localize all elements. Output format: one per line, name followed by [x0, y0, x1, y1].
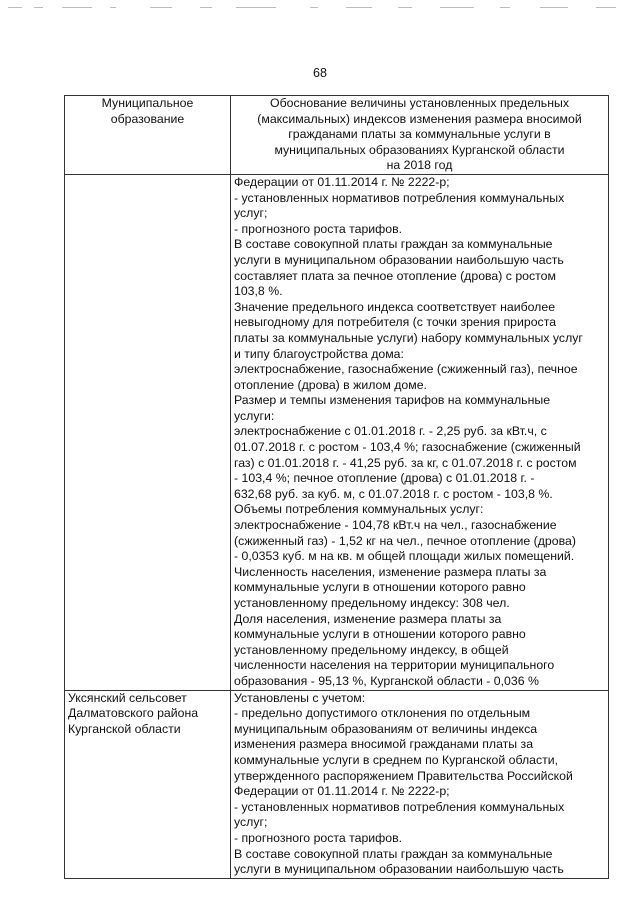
text-line: численности населения на территории муниципального: [234, 658, 555, 673]
text-line: утвержденного распоряжением Правительства Российской: [234, 768, 573, 783]
table-header-row: [65, 96, 609, 175]
text-line: - 103,4 %; печное отопление (дрова) с 01.01.2018 г. -: [234, 471, 535, 486]
text-line: образования - 95,13 %, Курганской области - 0,036 %: [234, 673, 539, 688]
header-line: муниципальных образованиях Курганской области: [274, 142, 565, 157]
text-line: услуг;: [234, 206, 268, 221]
justification-cell: [231, 174, 609, 690]
text-line: муниципальным образованиям от величины индекса: [234, 721, 538, 736]
text-line: коммунальные услуги в отношении которого равно: [234, 580, 526, 595]
text-line: 632,68 руб. за куб. м, с 01.07.2018 г. с ростом - 103,8 %.: [234, 486, 553, 501]
text-line: электроснабжение с 01.01.2018 г. - 2,25 руб. за кВт.ч, с: [234, 424, 547, 439]
header-line: на 2018 год: [386, 158, 453, 173]
text-line: составляет плата за печное отопление (дрова) с ростом: [234, 268, 556, 283]
text-line: услуги в муниципальном образовании наибольшую часть: [234, 862, 564, 877]
text-line: (сжиженный газ) - 1,52 кг на чел., печное отопление (дрова): [234, 533, 576, 548]
justification-cell: [231, 690, 609, 878]
text-line: В составе совокупной платы граждан за коммунальные: [234, 237, 553, 252]
scan-artifact-line: [0, 7, 640, 10]
text-line: Доля населения, изменение размера платы за: [234, 611, 502, 626]
text-line: - установленных нормативов потребления коммунальных: [234, 190, 565, 205]
header-line: Обоснование величины установленных предельных: [270, 96, 569, 110]
header-line: образование: [110, 111, 185, 126]
text-line: Федерации от 01.11.2014 г. № 2222-р;: [234, 784, 450, 799]
municipal-index-table: [64, 95, 609, 879]
municipality-cell: [65, 690, 231, 878]
text-line: изменения размера вносимой гражданами платы за: [234, 737, 534, 752]
table-row: [65, 690, 609, 878]
text-line: Объемы потребления коммунальных услуг:: [234, 502, 484, 517]
text-line: - прогнозного роста тарифов.: [234, 830, 403, 845]
header-justification: [231, 96, 609, 175]
text-line: Курганской области: [68, 721, 181, 736]
table-row: [65, 174, 609, 690]
justification-text: [234, 691, 605, 878]
text-line: - прогнозного роста тарифов.: [234, 221, 403, 236]
municipality-cell: [65, 174, 231, 690]
municipality-text: [68, 691, 227, 738]
header-line: Муниципальное: [101, 96, 194, 110]
text-line: Численность населения, изменение размера платы за: [234, 564, 547, 579]
text-line: установленному предельному индексу, в общей: [234, 642, 509, 657]
text-line: коммунальные услуги в среднем по Курганской области,: [234, 752, 559, 767]
text-line: невыгодному для потребителя (с точки зрения прироста: [234, 315, 557, 330]
text-line: Установлены с учетом:: [234, 690, 366, 705]
page-number: 68: [313, 66, 327, 80]
header-line: гражданами платы за коммунальные услуги в: [288, 127, 551, 142]
text-line: коммунальные услуги в отношении которого равно: [234, 627, 526, 642]
text-line: и типу благоустройства дома:: [234, 346, 404, 361]
text-line: Уксянский сельсовет: [68, 690, 187, 705]
header-municipality: [65, 96, 231, 175]
text-line: Размер и темпы изменения тарифов на коммунальные: [234, 393, 551, 408]
header-justification-text: [234, 96, 605, 174]
text-line: платы за коммунальные услуги) набору коммунальных услуг: [234, 330, 583, 345]
text-line: газ) с 01.01.2018 г. - 41,25 руб. за кг, с 01.07.2018 г. с ростом: [234, 455, 577, 470]
text-line: В составе совокупной платы граждан за коммунальные: [234, 846, 553, 861]
text-line: услуги в муниципальном образовании наибольшую часть: [234, 252, 564, 267]
text-line: Далматовского района: [68, 706, 199, 721]
text-line: электроснабжение, газоснабжение (сжиженный газ), печное: [234, 362, 578, 377]
text-line: услуги:: [234, 408, 275, 423]
text-line: - предельно допустимого отклонения по отдельным: [234, 706, 531, 721]
text-line: установленному предельному индексу: 308 чел.: [234, 596, 510, 610]
header-line: (максимальных) индексов изменения размера вносимой: [257, 111, 582, 126]
header-municipality-text: [68, 96, 227, 127]
text-line: - 0,0353 куб. м на кв. м общей площади жилых помещений.: [234, 549, 575, 564]
justification-text: [234, 175, 605, 690]
text-line: Значение предельного индекса соответствует наиболее: [234, 299, 556, 314]
text-line: отопление (дрова) в жилом доме.: [234, 377, 427, 392]
text-line: Федерации от 01.11.2014 г. № 2222-р;: [234, 174, 450, 189]
text-line: услуг;: [234, 815, 268, 830]
text-line: 103,8 %.: [234, 284, 283, 299]
text-line: 01.07.2018 г. с ростом - 103,4 %; газоснабжение (сжиженный: [234, 440, 581, 455]
text-line: электроснабжение - 104,78 кВт.ч на чел., газоснабжение: [234, 518, 557, 533]
text-line: - установленных нормативов потребления коммунальных: [234, 799, 565, 814]
